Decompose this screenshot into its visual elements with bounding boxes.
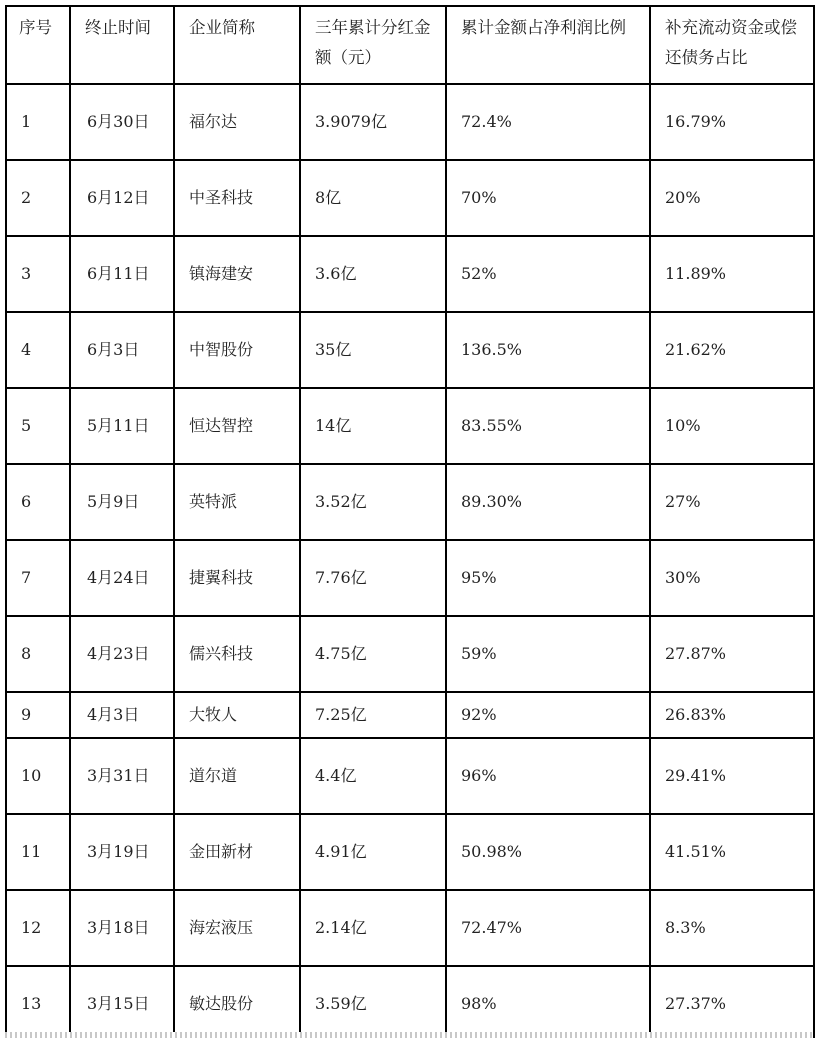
cell-end-date: 5月9日	[70, 464, 174, 540]
cell-dividend-amount: 14亿	[300, 388, 446, 464]
cell-seq: 13	[6, 966, 70, 1038]
cell-liquidity-ratio: 27.87%	[650, 616, 814, 692]
cell-dividend-amount: 35亿	[300, 312, 446, 388]
table-row	[6, 312, 814, 388]
cell-seq: 3	[6, 236, 70, 312]
cell-end-date: 3月15日	[70, 966, 174, 1038]
cell-profit-ratio: 83.55%	[446, 388, 650, 464]
table-row	[6, 236, 814, 312]
cell-seq: 12	[6, 890, 70, 966]
cell-end-date: 5月11日	[70, 388, 174, 464]
table-row	[6, 84, 814, 160]
cell-profit-ratio: 59%	[446, 616, 650, 692]
cell-liquidity-ratio: 21.62%	[650, 312, 814, 388]
cell-liquidity-ratio: 26.83%	[650, 692, 814, 738]
cell-seq: 7	[6, 540, 70, 616]
cell-company: 英特派	[174, 464, 300, 540]
cell-company: 中智股份	[174, 312, 300, 388]
header-cell-seq: 序号	[6, 6, 70, 84]
table-row	[6, 388, 814, 464]
table-row	[6, 464, 814, 540]
header-cell-liquidity-ratio: 补充流动资金或偿还债务占比	[650, 6, 814, 84]
cell-end-date: 6月11日	[70, 236, 174, 312]
cell-company: 恒达智控	[174, 388, 300, 464]
header-cell-company: 企业简称	[174, 6, 300, 84]
table-row	[6, 540, 814, 616]
cell-end-date: 6月12日	[70, 160, 174, 236]
table-row	[6, 692, 814, 738]
cell-end-date: 3月31日	[70, 738, 174, 814]
cell-dividend-amount: 4.75亿	[300, 616, 446, 692]
cell-liquidity-ratio: 41.51%	[650, 814, 814, 890]
cell-seq: 10	[6, 738, 70, 814]
cell-dividend-amount: 8亿	[300, 160, 446, 236]
cell-end-date: 4月3日	[70, 692, 174, 738]
cell-dividend-amount: 7.25亿	[300, 692, 446, 738]
header-cell-dividend-amount: 三年累计分红金额（元）	[300, 6, 446, 84]
cell-dividend-amount: 2.14亿	[300, 890, 446, 966]
cell-profit-ratio: 96%	[446, 738, 650, 814]
table-row	[6, 890, 814, 966]
cell-liquidity-ratio: 20%	[650, 160, 814, 236]
table-row	[6, 738, 814, 814]
cell-seq: 1	[6, 84, 70, 160]
cell-profit-ratio: 95%	[446, 540, 650, 616]
cell-profit-ratio: 50.98%	[446, 814, 650, 890]
cell-dividend-amount: 3.52亿	[300, 464, 446, 540]
table-row	[6, 616, 814, 692]
table-row	[6, 814, 814, 890]
cell-end-date: 6月3日	[70, 312, 174, 388]
cell-company: 大牧人	[174, 692, 300, 738]
cell-seq: 9	[6, 692, 70, 738]
cell-end-date: 6月30日	[70, 84, 174, 160]
cell-company: 敏达股份	[174, 966, 300, 1038]
cell-liquidity-ratio: 16.79%	[650, 84, 814, 160]
cell-end-date: 3月19日	[70, 814, 174, 890]
cell-profit-ratio: 52%	[446, 236, 650, 312]
cell-profit-ratio: 72.4%	[446, 84, 650, 160]
cell-profit-ratio: 136.5%	[446, 312, 650, 388]
cell-end-date: 3月18日	[70, 890, 174, 966]
cell-profit-ratio: 98%	[446, 966, 650, 1038]
cell-dividend-amount: 4.91亿	[300, 814, 446, 890]
cell-company: 福尔达	[174, 84, 300, 160]
cell-liquidity-ratio: 29.41%	[650, 738, 814, 814]
cell-dividend-amount: 7.76亿	[300, 540, 446, 616]
cell-liquidity-ratio: 10%	[650, 388, 814, 464]
cell-liquidity-ratio: 27%	[650, 464, 814, 540]
cell-seq: 4	[6, 312, 70, 388]
cell-company: 道尔道	[174, 738, 300, 814]
header-cell-profit-ratio: 累计金额占净利润比例	[446, 6, 650, 84]
cell-end-date: 4月23日	[70, 616, 174, 692]
cell-liquidity-ratio: 30%	[650, 540, 814, 616]
cell-liquidity-ratio: 8.3%	[650, 890, 814, 966]
cell-end-date: 4月24日	[70, 540, 174, 616]
header-cell-end-date: 终止时间	[70, 6, 174, 84]
table-header-row	[6, 6, 814, 84]
cell-seq: 8	[6, 616, 70, 692]
cell-profit-ratio: 89.30%	[446, 464, 650, 540]
cell-seq: 5	[6, 388, 70, 464]
cell-seq: 11	[6, 814, 70, 890]
cell-company: 捷翼科技	[174, 540, 300, 616]
cell-liquidity-ratio: 27.37%	[650, 966, 814, 1038]
cell-dividend-amount: 3.9079亿	[300, 84, 446, 160]
cell-dividend-amount: 3.59亿	[300, 966, 446, 1038]
table-row	[6, 160, 814, 236]
cell-liquidity-ratio: 11.89%	[650, 236, 814, 312]
dividend-termination-table	[5, 5, 815, 1038]
table-row	[6, 966, 814, 1038]
cell-company: 镇海建安	[174, 236, 300, 312]
cell-profit-ratio: 70%	[446, 160, 650, 236]
cell-dividend-amount: 3.6亿	[300, 236, 446, 312]
cell-company: 金田新材	[174, 814, 300, 890]
cell-profit-ratio: 92%	[446, 692, 650, 738]
cell-company: 中圣科技	[174, 160, 300, 236]
cell-seq: 6	[6, 464, 70, 540]
cell-dividend-amount: 4.4亿	[300, 738, 446, 814]
cell-company: 海宏液压	[174, 890, 300, 966]
cell-profit-ratio: 72.47%	[446, 890, 650, 966]
cell-seq: 2	[6, 160, 70, 236]
page-bottom-edge-divider	[5, 1032, 813, 1038]
cell-company: 儒兴科技	[174, 616, 300, 692]
